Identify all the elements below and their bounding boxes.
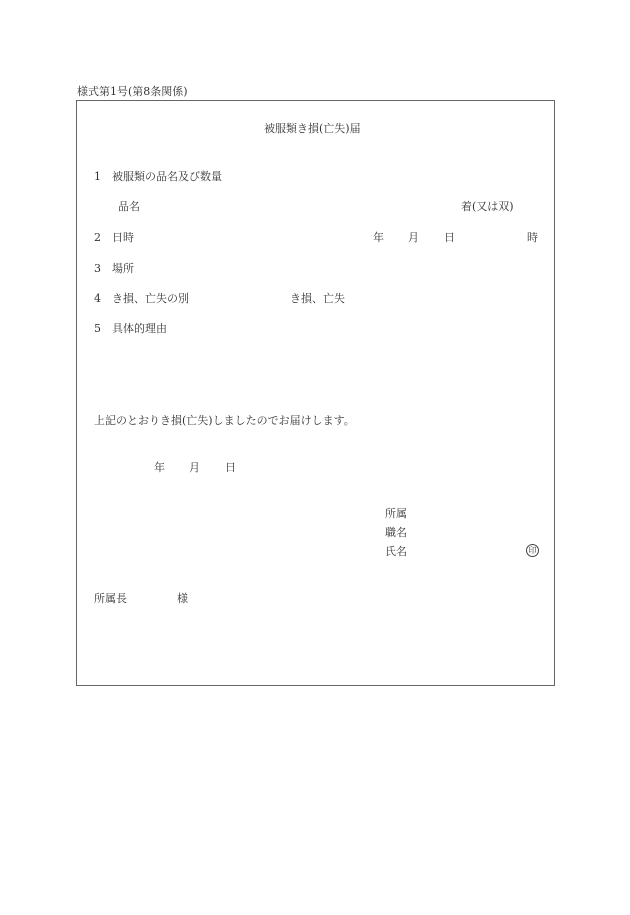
item-1-number: 1	[94, 170, 101, 183]
item-4-label: き損、亡失の別	[112, 292, 189, 305]
datetime-year-label: 年	[373, 231, 384, 244]
datetime-hour-label: 時	[527, 231, 538, 244]
damage-loss-choice: き損、亡失	[290, 292, 345, 305]
item-3-label: 場所	[112, 262, 134, 275]
item-3-number: 3	[94, 262, 101, 275]
affiliation-label: 所属	[385, 507, 407, 520]
position-label: 職名	[385, 526, 407, 539]
item-name-label: 品名	[118, 200, 140, 213]
datetime-day-label: 日	[444, 231, 455, 244]
item-5-number: 5	[94, 322, 101, 335]
item-5-label: 具体的理由	[112, 322, 167, 335]
date-year-label: 年	[154, 461, 165, 474]
quantity-unit-label: 着(又は双)	[461, 200, 514, 213]
name-label: 氏名	[385, 545, 407, 558]
date-day-label: 日	[225, 461, 236, 474]
item-2-label: 日時	[112, 231, 134, 244]
date-month-label: 月	[189, 461, 200, 474]
item-1-label: 被服類の品名及び数量	[112, 170, 222, 183]
form-number-label: 様式第1号(第8条関係)	[77, 85, 188, 98]
datetime-month-label: 月	[408, 231, 419, 244]
item-2-number: 2	[94, 231, 101, 244]
form-border	[76, 100, 555, 686]
addressee-honorific: 様	[177, 592, 188, 605]
addressee-title: 所属長	[94, 592, 127, 605]
statement-text: 上記のとおりき損(亡失)しましたのでお届けします。	[94, 414, 355, 427]
seal-icon: 印	[526, 544, 539, 557]
item-4-number: 4	[94, 292, 101, 305]
form-title: 被服類き損(亡失)届	[264, 122, 361, 135]
